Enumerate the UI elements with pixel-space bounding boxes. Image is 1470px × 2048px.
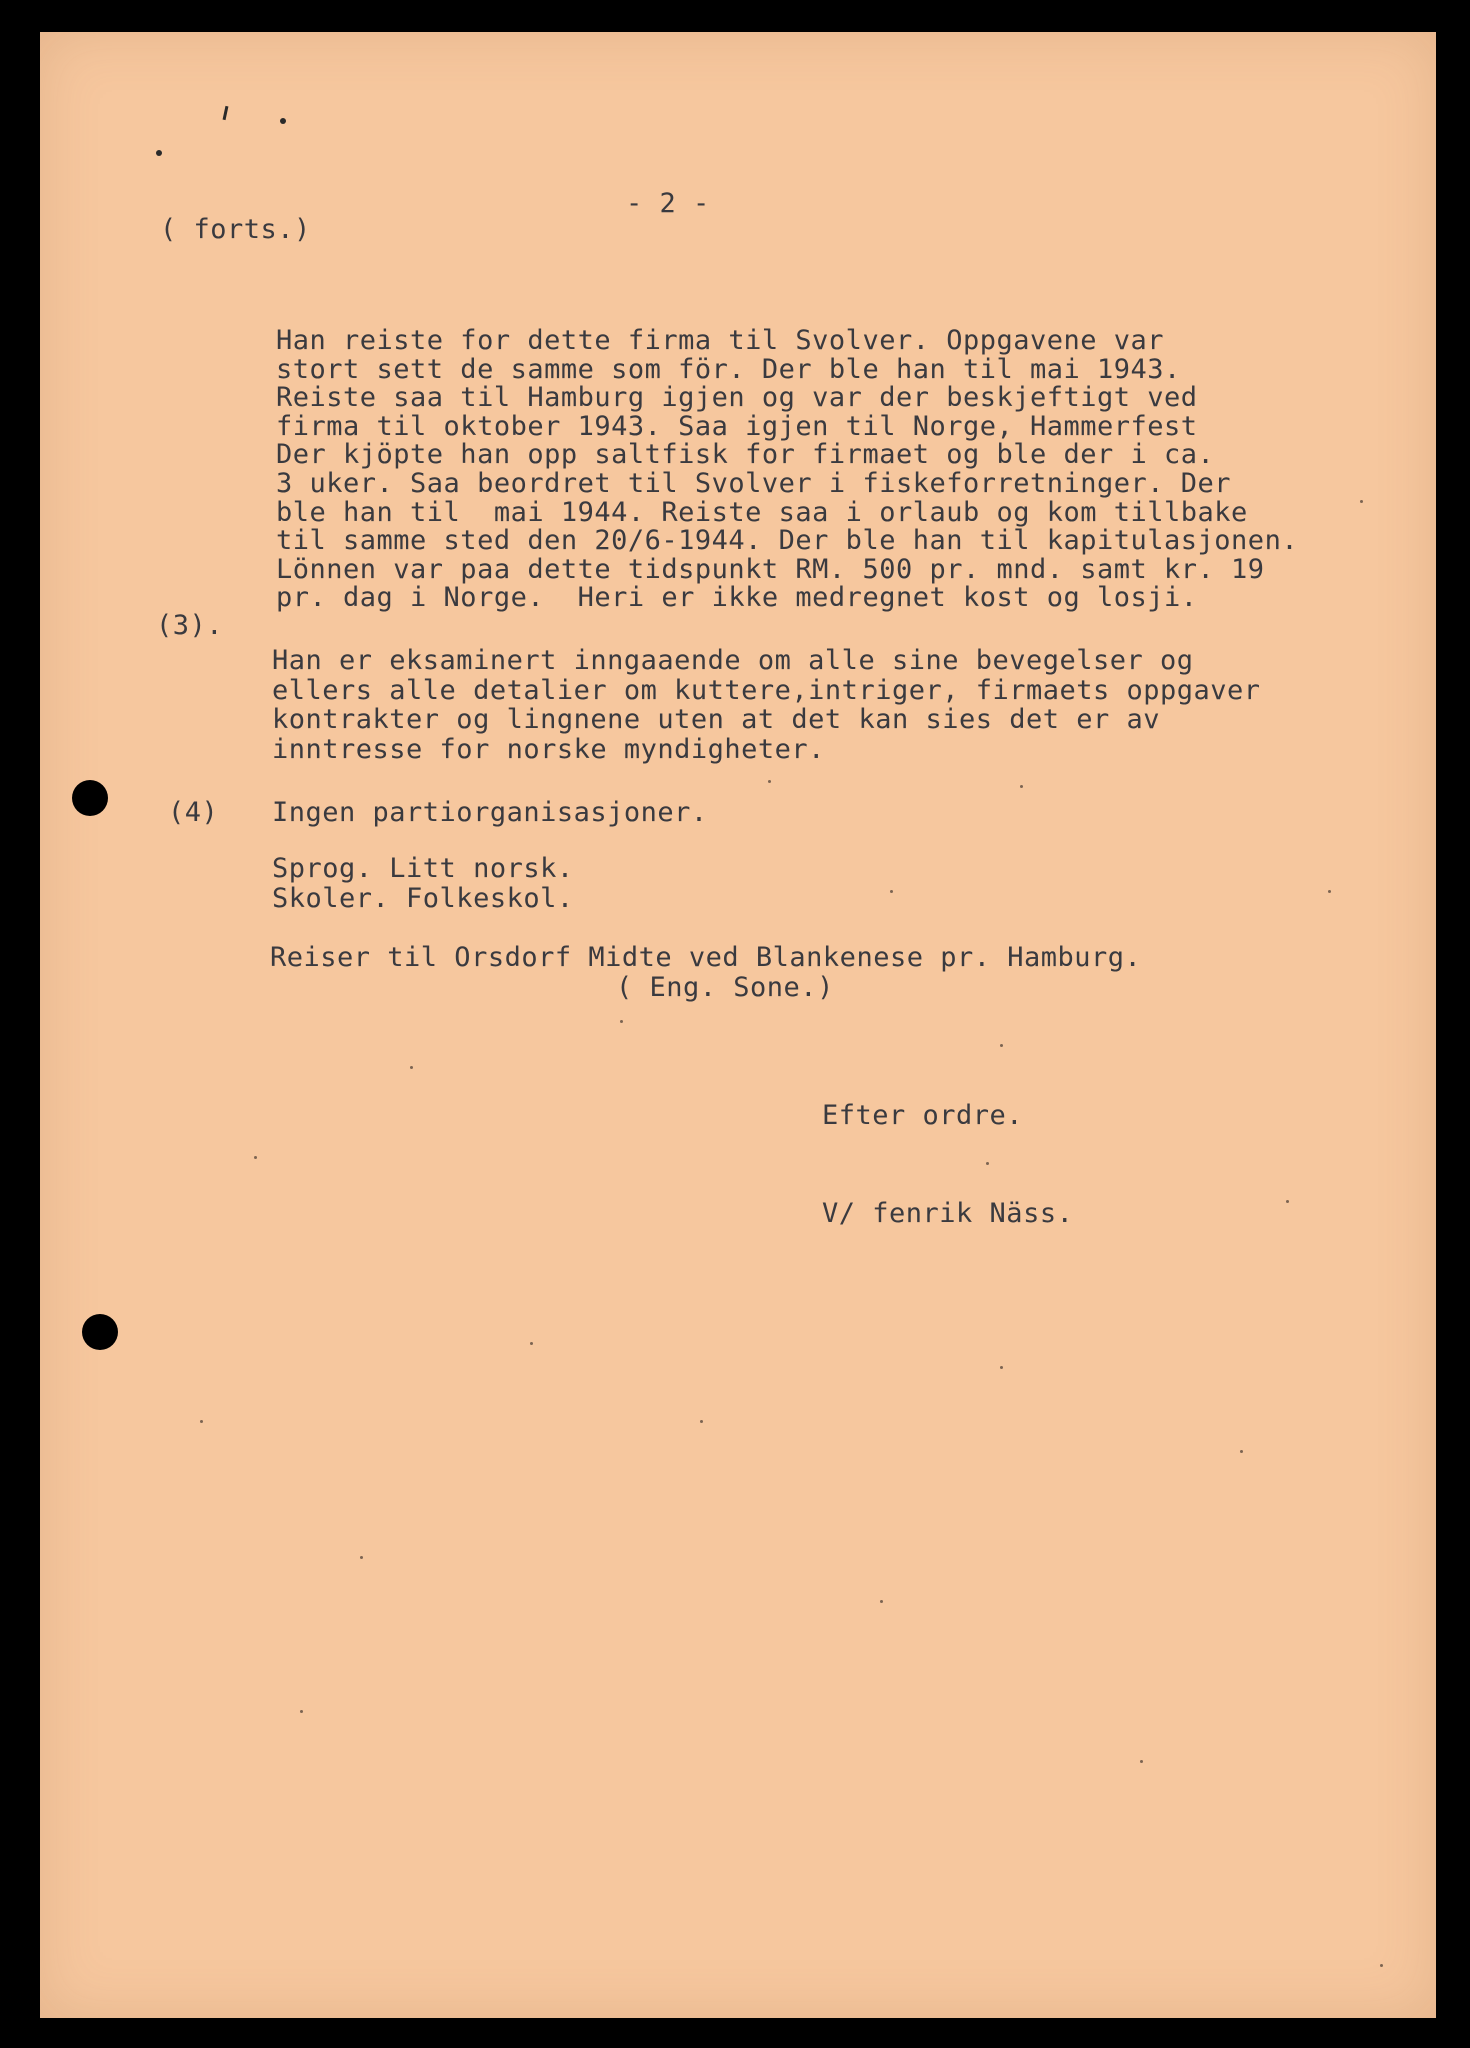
section-marker-4: (4) [168,797,219,828]
ink-mark [280,118,286,124]
paper-speck [1000,1044,1003,1047]
paper-speck [1140,1760,1143,1763]
text-line: ble han til mai 1944. Reiste saa i orlaub og kom tillbake [276,496,1248,528]
paper-speck [530,1342,533,1345]
text-line: stort sett de samme som för. Der ble han til mai 1943. [276,353,1181,385]
text-line: kontrakter og lingnene uten at det kan sies det er av [272,704,1161,735]
page-number: - 2 - [626,188,710,219]
paper-speck [360,1556,363,1559]
text-line: 3 uker. Saa beordret til Svolver i fiskeforretninger. Der [276,467,1232,499]
text-line: inntresse for norske myndigheter. [272,733,825,765]
paper-speck [620,1020,623,1023]
paper-speck [1020,785,1023,788]
text-line: Der kjöpte han opp saltfisk for firmaet og ble der i ca. [276,439,1215,471]
paper-speck [200,1420,203,1423]
text-line: til samme sted den 20/6-1944. Der ble han til kapitulasjonen. [276,525,1299,557]
ink-mark [156,150,162,156]
paper-speck [880,1600,883,1603]
text-line: pr. dag i Norge. Heri er ikke medregnet kost og losji. [276,582,1198,614]
text-line: firma til oktober 1943. Saa igjen til Norge, Hammerfest [276,410,1198,442]
paper-speck [890,890,893,893]
paper-speck [410,1066,413,1069]
paper-speck [1000,1366,1003,1369]
paragraph-employment-history [276,327,1336,613]
text-line: Han reiste for dette firma til Svolver. Oppgavene var [276,325,1165,356]
paper-speck [1380,1964,1383,1967]
paper-speck [1328,890,1331,893]
schools-line: Skoler. Folkeskol. [272,883,574,914]
paper-speck [300,1710,303,1713]
party-organizations-line: Ingen partiorganisasjoner. [272,797,708,828]
text-line: Han er eksaminert inngaaende om alle sine bevegelser og [272,645,1194,676]
zone-line: ( Eng. Sone.) [616,972,834,1003]
language-line: Sprog. Litt norsk. [272,853,574,884]
punch-hole-bottom [82,1314,118,1350]
continuation-note: ( forts.) [160,214,311,245]
punch-hole-top [72,780,108,816]
text-line: Lönnen var paa dette tidspunkt RM. 500 pr. mnd. samt kr. 19 [276,553,1265,585]
paper-speck [254,1156,257,1159]
paper-speck [1286,1200,1289,1203]
paper-speck [1240,1450,1243,1453]
section-marker-3: (3). [156,610,224,641]
signature-line: V/ fenrik Näss. [822,1198,1074,1229]
text-line: Reiste saa til Hamburg igjen og var der beskjeftigt ved [276,382,1198,414]
text-line: ellers alle detalier om kuttere,intriger, firmaets oppgaver [272,674,1261,706]
paper-speck [986,1162,989,1165]
paper-speck [1360,500,1363,503]
paragraph-examination [272,646,1261,764]
closing-line: Efter ordre. [822,1100,1024,1131]
paper-speck [768,780,771,783]
paper-speck [700,1420,703,1423]
travel-destination-line: Reiser til Orsdorf Midte ved Blankenese pr. Hamburg. [270,942,1142,973]
